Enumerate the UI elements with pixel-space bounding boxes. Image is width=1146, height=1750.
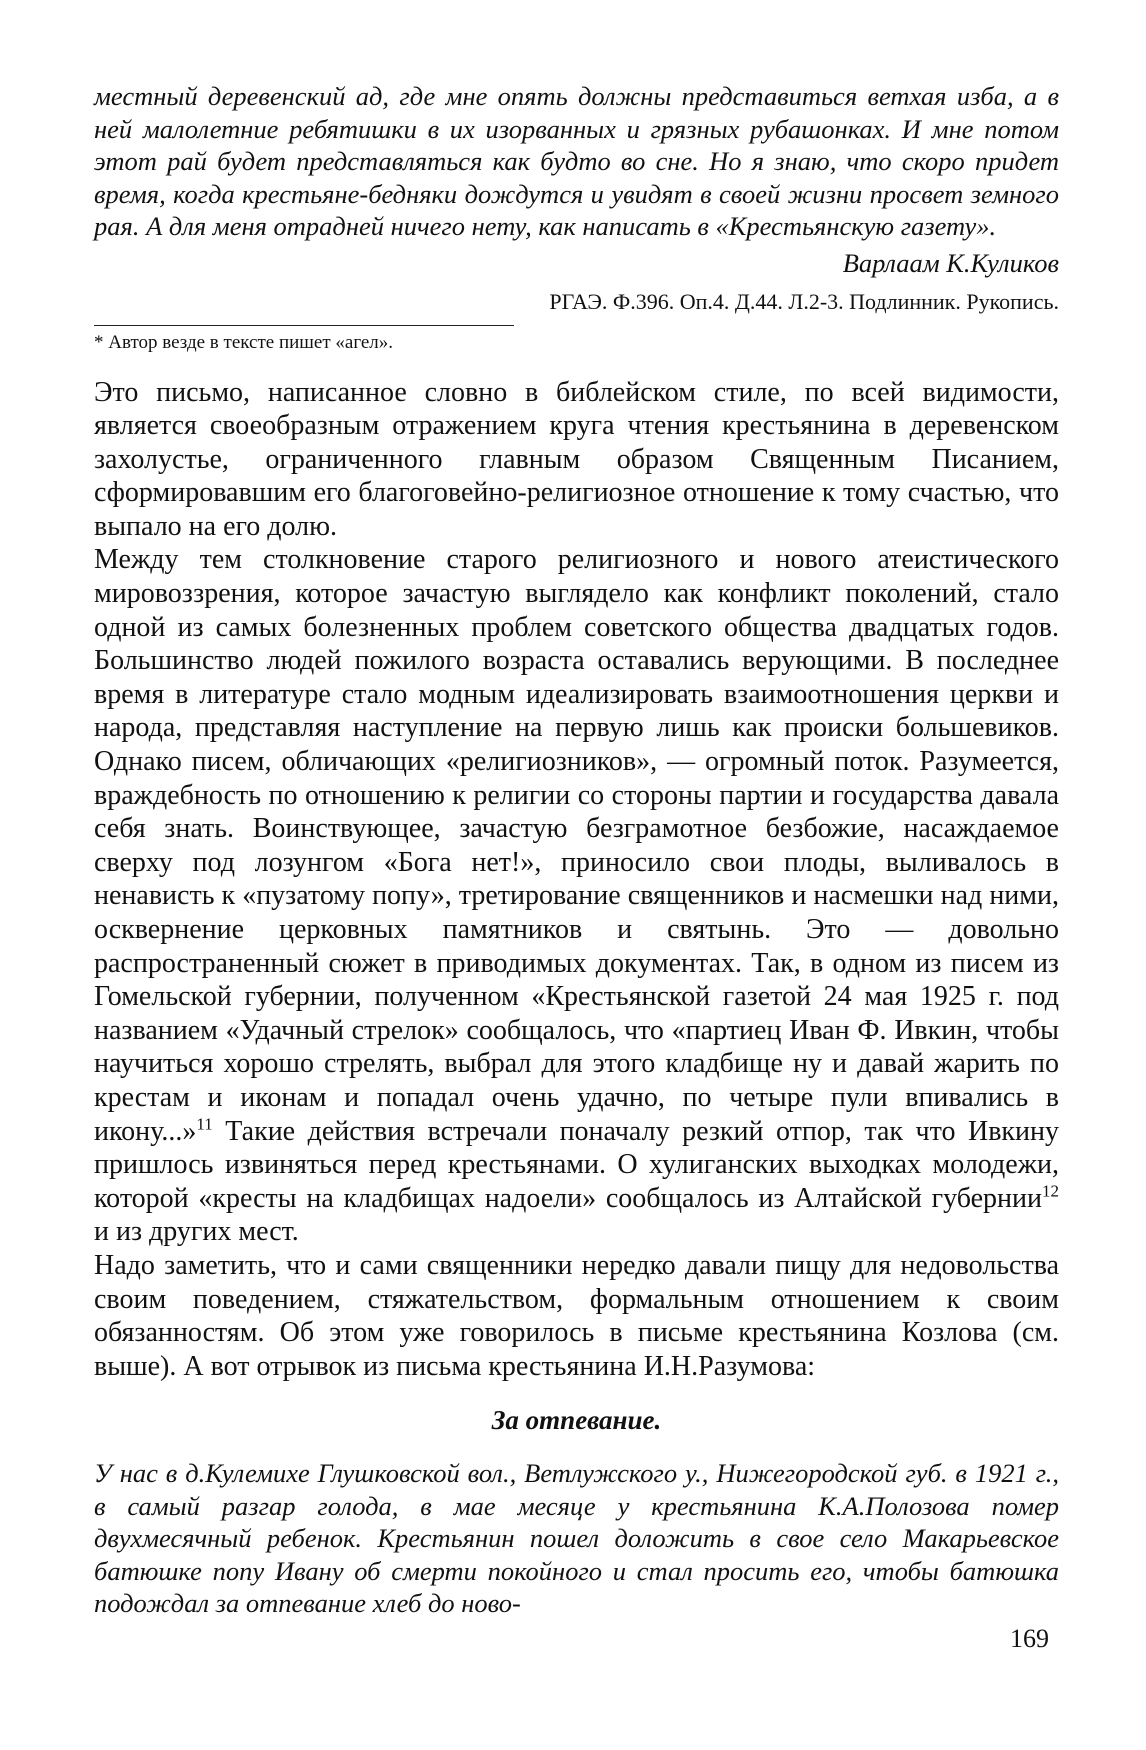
footnote-ref-11: 11 <box>196 1114 213 1134</box>
paragraph-2-part-c: и из других мест. <box>94 1216 299 1248</box>
footnote-divider <box>94 325 514 326</box>
letter-quote-2: У нас в д.Кулемихе Глушковской вол., Ветлужского у., Нижегородской губ. в 1921 г., в самый разгар голода, в мае месяце у крестьянина К.А.Полозова помер двухмесячный ребенок. Крестьянин пошел доложить в свое село Макарьевское батюшке попу Ивану об смерти покойного и стал просить его, чтобы батюшка подождал за отпевание хлеб до ново- <box>94 1458 1059 1619</box>
paragraph-1: Это письмо, написанное словно в библейском стиле, по всей видимости, является своеобразным отражением круга чтения крестьянина в деревенском захолустье, ограниченного главным образом Священным Писанием, сформировавшим его благоговейно-религиозное отношение к тому счастью, что выпало на его долю. <box>94 376 1059 542</box>
letter-quote: местный деревенский ад, где мне опять должны представиться ветхая изба, а в ней малолетние ребятишки в их изорванных и грязных рубашонках. И мне потом этот рай будет представляться как будто во сне. Но я знаю, что скоро придет время, когда крестьяне-бедняки дождутся и увидят в своей жизни просвет земного рая. А для меня отрадней ничего нету, как написать в «Крестьянскую газету». <box>94 81 1059 241</box>
page-number: 169 <box>1010 1624 1049 1653</box>
footnote-ref-12: 12 <box>1042 1181 1059 1201</box>
paragraph-2-part-a: Между тем столкновение старого религиозного и нового атеистического мировоззрения, которое зачастую выглядело как конфликт поколений, стало одной из самых болезненных проблем советского общества двадцатых годов. Большинство людей пожилого возраста оставались верующими. В последнее время в литературе стало модным идеализировать взаимоотношения церкви и народа, представляя наступление на первую лишь как происки большевиков. Однако писем, обличающих «религиозников», — огромный поток. Разумеется, враждебность по отношению к религии со стороны партии и государства давала себя знать. Воинствующее, зачастую безграмотное безбожие, насаждаемое сверху под лозунгом «Бога нет!», приносило свои плоды, выливалось в ненависть к «пузатому попу», третирование священников и насмешки над ними, осквернение церковных памятников и святынь. Это — довольно распространенный сюжет в приводимых документах. Так, в одном из писем из Гомельской губернии, полученном «Крестьянской газетой 24 мая 1925 г. под названием «Удачный стрелок» сообщалось, что «партиец Иван Ф. Ивкин, чтобы научиться хорошо стрелять, выбрал для этого кладбище ну и давай жарить по крестам и иконам и попадал очень удачно, по четыре пули впивались в икону...» <box>94 544 1059 1147</box>
letter-signature: Варлаам К.Куликов <box>842 247 1059 278</box>
page-content <box>94 80 1059 1620</box>
footnote: * Автор везде в тексте пишет «агел». <box>94 331 394 353</box>
paragraph-3: Надо заметить, что и сами священники нередко давали пищу для недовольства своим поведением, стяжательством, формальным отношением к своим обязанностям. Об этом уже говорилось в письме крестьянина Козлова (см. выше). А вот отрывок из письма крестьянина И.Н.Разумова: <box>94 1249 1059 1382</box>
body-text <box>94 376 1059 1384</box>
paragraph-2 <box>94 543 1059 1248</box>
section-title: За отпевание. <box>491 1405 662 1436</box>
archive-source: РГАЭ. Ф.396. Оп.4. Д.44. Л.2-3. Подлинник. Рукопись. <box>549 288 1059 314</box>
paragraph-2-part-b: Такие действия встречали поначалу резкий отпор, так что Ивкину пришлось извиняться перед крестьянами. О хулиганских выходках молодежи, которой «кресты на кладбищах надоели» сообщалось из Алтайской губернии <box>94 1115 1059 1214</box>
